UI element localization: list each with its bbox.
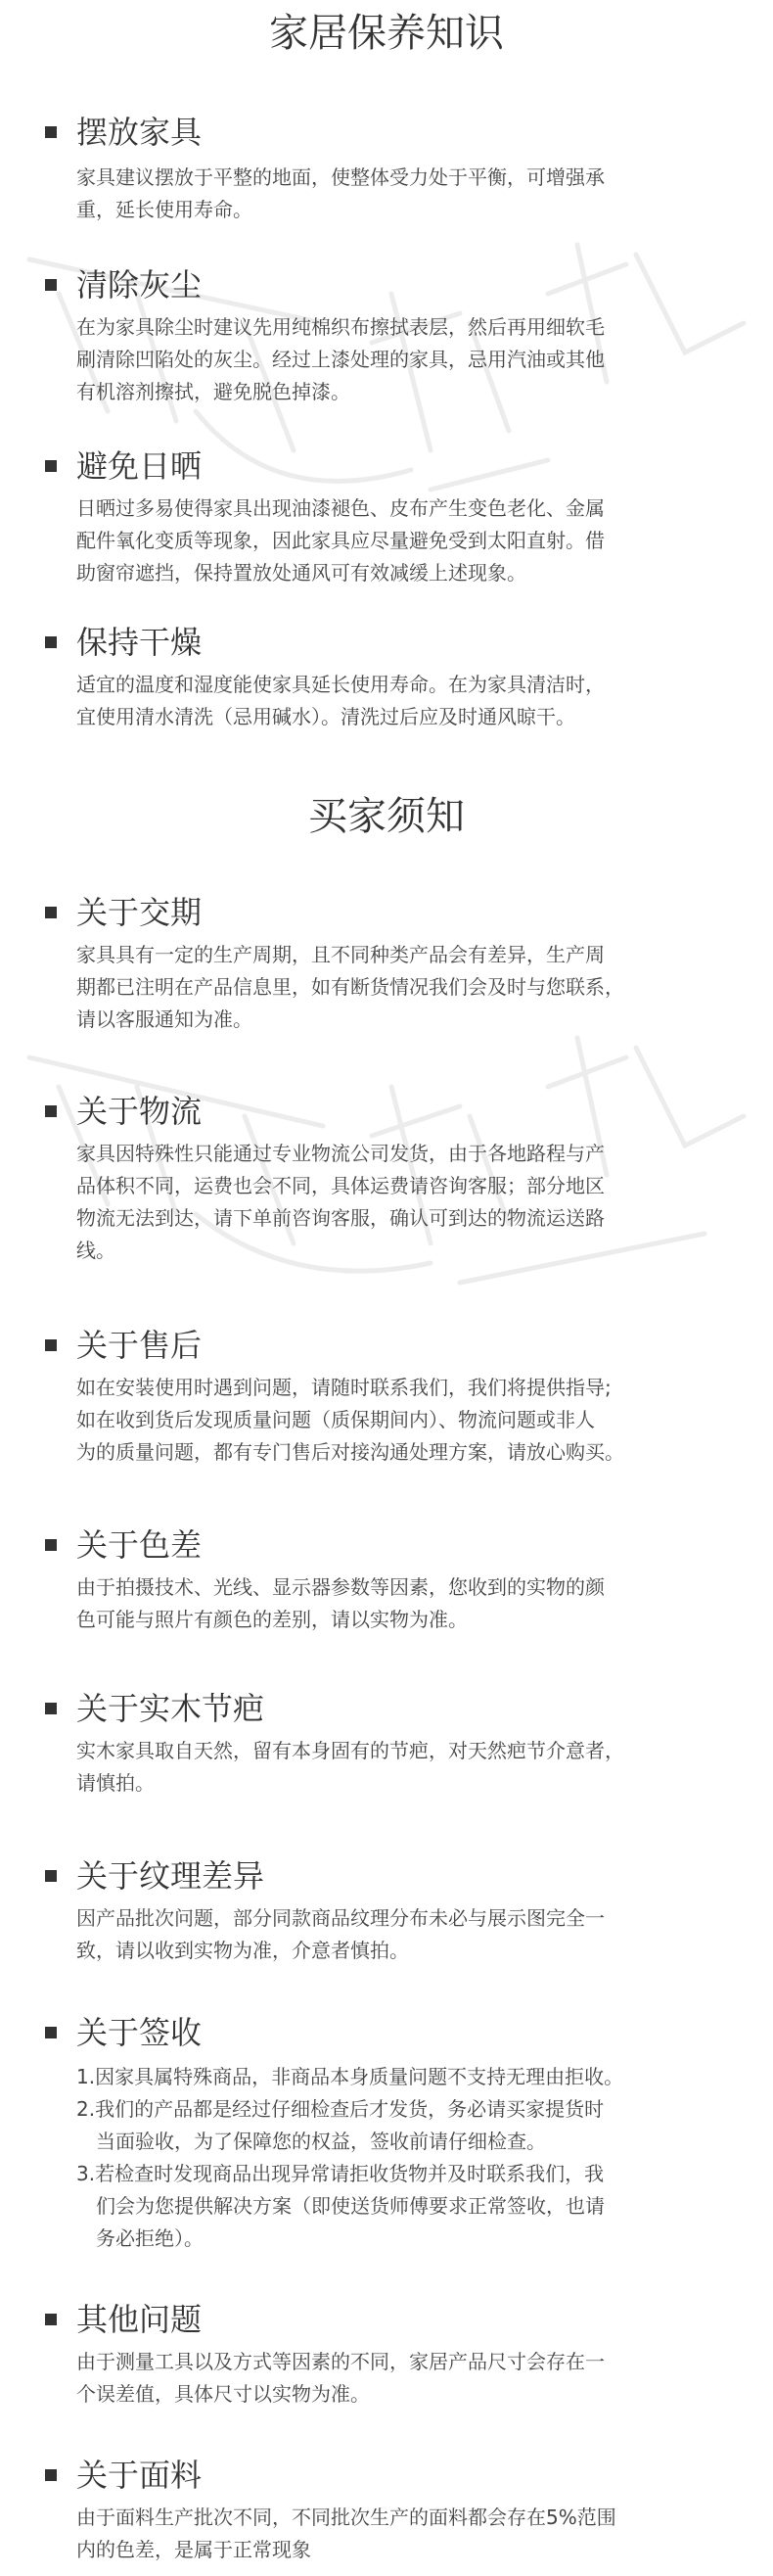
body-line: 为的质量问题，都有专门售后对接沟通处理方案，请放心购买。 xyxy=(76,1440,624,1464)
care-item-body xyxy=(76,162,742,226)
body-line: 由于面料生产批次不同，不同批次生产的面料都会存在5%范围 xyxy=(76,2506,616,2529)
care-item xyxy=(0,262,773,403)
body-line: 务必拒绝）。 xyxy=(96,2226,204,2250)
bullet-square-icon xyxy=(45,460,57,472)
buyer-item xyxy=(0,2010,773,2250)
bullet-square-icon xyxy=(45,2027,57,2038)
body-line: 3.若检查时发现商品出现异常请拒收货物并及时联系我们，我 xyxy=(76,2162,605,2185)
body-line: 由于测量工具以及方式等因素的不同，家居产品尺寸会存在一 xyxy=(76,2350,605,2373)
bullet-square-icon xyxy=(45,1105,57,1117)
body-line: 因产品批次问题，部分同款商品纹理分布未必与展示图完全一 xyxy=(76,1906,605,1930)
bullet-square-icon xyxy=(45,1539,57,1551)
body-line: 家具因特殊性只能通过专业物流公司发货，由于各地路程与产 xyxy=(76,1142,605,1165)
buyer-item xyxy=(0,1853,773,1962)
buyer-item-title: 关于签收 xyxy=(76,2014,203,2051)
body-line: 个误差值，具体尺寸以实物为准。 xyxy=(76,2382,370,2406)
body-line: 适宜的温度和湿度能使家具延长使用寿命。在为家具清洁时， xyxy=(76,673,605,696)
buyer-item-body xyxy=(76,1571,742,1636)
body-line: 请以客服通知为准。 xyxy=(76,1007,252,1031)
buyer-item xyxy=(0,1323,773,1464)
care-item xyxy=(0,620,773,728)
body-line: 助窗帘遮挡，保持置放处通风可有效减缓上述现象。 xyxy=(76,561,526,585)
buyer-item-title: 关于交期 xyxy=(76,894,203,931)
buyer-item xyxy=(0,2453,773,2561)
body-line: 如在收到货后发现质量问题（质保期间内）、物流问题或非人 xyxy=(76,1408,595,1431)
care-item-title: 清除灰尘 xyxy=(76,266,203,304)
buyer-item-title: 关于纹理差异 xyxy=(76,1857,265,1895)
buyer-item-title: 关于面料 xyxy=(76,2457,203,2494)
bullet-square-icon xyxy=(45,279,57,291)
care-item-title: 保持干燥 xyxy=(76,624,203,661)
buyer-item-body xyxy=(76,2346,742,2411)
buyer-item xyxy=(0,2297,773,2406)
body-line: 重，延长使用寿命。 xyxy=(76,198,252,221)
body-line: 们会为您提供解决方案（即使送货师傅要求正常签收，也请 xyxy=(96,2194,605,2218)
buyer-item xyxy=(0,890,773,1031)
body-line: 内的色差，是属于正常现象 xyxy=(76,2538,311,2561)
bullet-square-icon xyxy=(45,907,57,918)
care-item-title: 摆放家具 xyxy=(76,114,203,151)
care-item-title: 避免日晒 xyxy=(76,447,203,485)
care-item xyxy=(0,110,773,221)
care-item-body xyxy=(76,669,742,733)
buyer-section-title: 买家须知 xyxy=(308,794,465,839)
bullet-square-icon xyxy=(45,1339,57,1351)
body-line: 家具建议摆放于平整的地面，使整体受力处于平衡，可增强承 xyxy=(76,165,605,189)
body-line: 物流无法到达，请下单前咨询客服，确认可到达的物流运送路 xyxy=(76,1206,605,1230)
buyer-item-body xyxy=(76,1372,742,1469)
body-line: 当面验收，为了保障您的权益，签收前请仔细检查。 xyxy=(96,2130,546,2153)
buyer-item xyxy=(0,1089,773,1262)
buyer-item xyxy=(0,1686,773,1795)
body-line: 色可能与照片有颜色的差别，请以实物为准。 xyxy=(76,1608,468,1631)
care-item-body xyxy=(76,311,742,408)
buyer-item-body xyxy=(76,1902,742,1967)
body-line: 如在安装使用时遇到问题，请随时联系我们，我们将提供指导; xyxy=(76,1376,612,1399)
body-line: 配件氧化变质等现象，因此家具应尽量避免受到太阳直射。借 xyxy=(76,529,605,552)
buyer-item-title: 关于色差 xyxy=(76,1526,203,1564)
bullet-square-icon xyxy=(45,1870,57,1882)
buyer-item-title: 关于物流 xyxy=(76,1093,203,1130)
bullet-square-icon xyxy=(45,2314,57,2325)
buyer-item-title: 其他问题 xyxy=(76,2301,203,2338)
buyer-item-body xyxy=(76,2061,742,2255)
care-item-body xyxy=(76,492,742,589)
buyer-item-title: 关于售后 xyxy=(76,1327,203,1364)
bullet-square-icon xyxy=(45,126,57,138)
buyer-item-body xyxy=(76,1735,742,1800)
body-line: 线。 xyxy=(76,1239,115,1262)
body-line: 期都已注明在产品信息里，如有断货情况我们会及时与您联系， xyxy=(76,975,624,999)
body-line: 品体积不同，运费也会不同，具体运费请咨询客服；部分地区 xyxy=(76,1174,605,1197)
buyer-item-body xyxy=(76,2502,742,2566)
body-line: 刷清除凹陷处的灰尘。经过上漆处理的家具，忌用汽油或其他 xyxy=(76,348,605,371)
body-line: 家具具有一定的生产周期，且不同种类产品会有差异，生产周 xyxy=(76,943,605,966)
body-line: 2.我们的产品都是经过仔细检查后才发货，务必请买家提货时 xyxy=(76,2097,605,2121)
bullet-square-icon xyxy=(45,636,57,648)
body-line: 日晒过多易使得家具出现油漆褪色、皮布产生变色老化、金属 xyxy=(76,496,605,520)
body-line: 请慎拍。 xyxy=(76,1771,155,1795)
body-line: 由于拍摄技术、光线、显示器参数等因素，您收到的实物的颜 xyxy=(76,1575,605,1599)
buyer-item-body xyxy=(76,939,742,1036)
body-line: 宜使用清水清洗（忌用碱水）。清洗过后应及时通风晾干。 xyxy=(76,705,575,728)
buyer-item-body xyxy=(76,1138,742,1267)
care-section-title: 家居保养知识 xyxy=(269,11,504,56)
care-item xyxy=(0,444,773,585)
body-line: 在为家具除尘时建议先用纯棉织布擦拭表层，然后再用细软毛 xyxy=(76,315,605,339)
buyer-item xyxy=(0,1522,773,1631)
bullet-square-icon xyxy=(45,1703,57,1714)
body-line: 实木家具取自天然，留有本身固有的节疤，对天然疤节介意者， xyxy=(76,1739,624,1762)
body-line: 1.因家具属特殊商品，非商品本身质量问题不支持无理由拒收。 xyxy=(76,2065,624,2088)
body-line: 致，请以收到实物为准，介意者慎拍。 xyxy=(76,1939,409,1962)
buyer-item-title: 关于实木节疤 xyxy=(76,1690,265,1727)
bullet-square-icon xyxy=(45,2469,57,2481)
body-line: 有机溶剂擦拭，避免脱色掉漆。 xyxy=(76,380,350,403)
